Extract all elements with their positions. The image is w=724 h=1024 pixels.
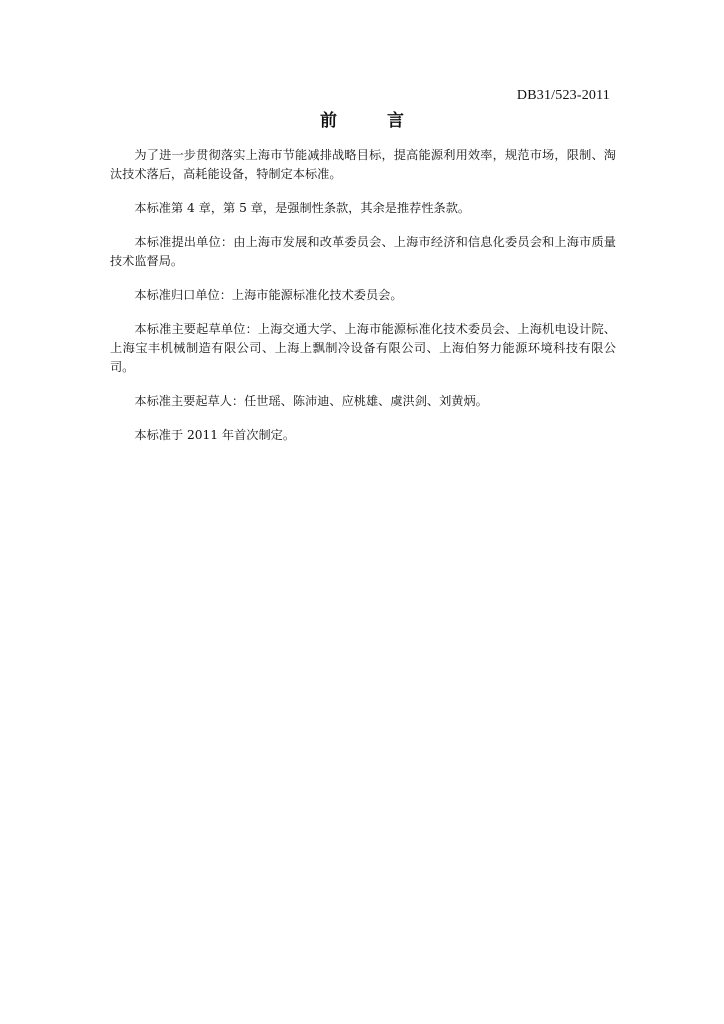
- paragraph-purpose: 为了进一步贯彻落实上海市节能减排战略目标，提高能源利用效率，规范市场，限制、淘汰技术落后，高耗能设备，特制定本标准。: [110, 148, 616, 181]
- paragraph-proposing-unit: 本标准提出单位：由上海市发展和改革委员会、上海市经济和信息化委员会和上海市质量技术监督局。: [110, 235, 616, 268]
- paragraph-responsible-unit: 本标准归口单位：上海市能源标准化技术委员会。: [134, 288, 403, 302]
- foreword-body: [110, 146, 616, 460]
- paragraph-drafting-units: 本标准主要起草单位：上海交通大学、上海市能源标准化技术委员会、上海机电设计院、上海宝丰机械制造有限公司、上海上飘制冷设备有限公司、上海伯努力能源环境科技有限公司。: [110, 322, 616, 374]
- paragraph-mandatory-clauses: 本标准第 4 章，第 5 章，是强制性条款，其余是推荐性条款。: [134, 201, 471, 215]
- paragraph-first-edition: 本标准于 2011 年首次制定。: [134, 428, 296, 442]
- page-title: 前 言: [320, 111, 426, 131]
- document-code: DB31/523-2011: [516, 88, 610, 103]
- paragraph-drafters: 本标准主要起草人：任世瑶、陈沛迪、应桃雄、虞洪剑、刘黄炳。: [134, 394, 488, 408]
